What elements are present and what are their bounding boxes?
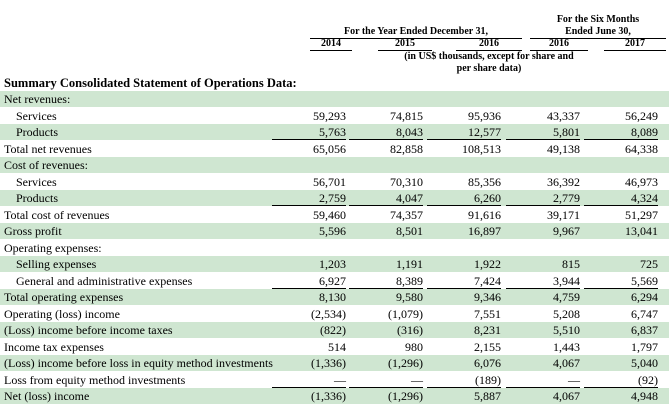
- units-note-line1: (in US$ thousands, except for share and: [404, 51, 574, 62]
- row-value: 5,040: [631, 356, 658, 370]
- section-title: Summary Consolidated Statement of Operations Data:: [4, 76, 297, 90]
- row-value: 5,801: [506, 124, 580, 140]
- table-row: [0, 207, 669, 223]
- row-value: 6,294: [631, 290, 658, 304]
- table-row: [0, 256, 669, 272]
- row-value: 7,551: [474, 306, 501, 321]
- row-value: 16,897: [468, 224, 501, 238]
- table-row: [0, 273, 669, 289]
- row-label: Cost of revenues:: [4, 158, 88, 172]
- row-value: 6,260: [427, 190, 501, 206]
- row-value: (1,296): [388, 356, 423, 370]
- row-value: 13,041: [625, 224, 658, 238]
- row-value: 2,759: [272, 190, 346, 206]
- row-label: Total net revenues: [4, 141, 92, 156]
- table-row: [0, 124, 669, 140]
- table-row: [0, 372, 669, 388]
- row-value: 46,973: [625, 174, 658, 189]
- table-row: [0, 91, 669, 107]
- row-value: 36,392: [547, 174, 580, 189]
- table-row: [0, 388, 669, 404]
- table-row: [0, 141, 669, 157]
- row-value: 43,337: [547, 108, 580, 123]
- row-value: 5,887: [474, 389, 501, 403]
- row-label: Total cost of revenues: [4, 207, 110, 222]
- row-label: Total operating expenses: [4, 290, 124, 304]
- row-value: 51,297: [625, 207, 658, 222]
- row-label: (Loss) income before income taxes: [4, 323, 173, 337]
- row-value: 108,513: [462, 141, 501, 156]
- row-value: (822): [320, 323, 346, 337]
- row-value: 2,155: [474, 339, 501, 354]
- row-label: General and administrative expenses: [16, 273, 193, 288]
- table-row: [0, 306, 669, 322]
- table-row: [0, 240, 669, 256]
- row-value: 4,324: [584, 190, 658, 206]
- row-value: 5,596: [319, 224, 346, 238]
- row-value: 980: [405, 339, 423, 354]
- row-value: (1,296): [388, 389, 423, 403]
- row-value: 1,443: [553, 339, 580, 354]
- year-header-2015: 2015: [378, 38, 432, 51]
- table-row: [0, 355, 669, 371]
- row-label: Operating expenses:: [4, 240, 102, 255]
- row-value: 8,089: [584, 124, 658, 140]
- row-value: 514: [328, 339, 346, 354]
- row-value: 8,501: [396, 224, 423, 238]
- row-value: 91,616: [468, 207, 501, 222]
- year-group-header: For the Year Ended December 31,: [310, 26, 522, 39]
- six-months-header-line2: Ended June 30,: [565, 26, 631, 37]
- row-value: 9,346: [474, 290, 501, 304]
- row-value: 56,701: [313, 174, 346, 189]
- row-label: Products: [16, 125, 58, 139]
- year-header-2016: 2016: [456, 38, 522, 51]
- row-value: 3,944: [506, 273, 580, 289]
- row-label: Net revenues:: [4, 92, 71, 106]
- row-value: 8,231: [474, 323, 501, 337]
- row-value: 39,171: [547, 207, 580, 222]
- row-value: 74,815: [390, 108, 423, 123]
- row-value: (1,079): [388, 306, 423, 321]
- row-value: 4,759: [553, 290, 580, 304]
- row-value: 4,948: [631, 389, 658, 403]
- row-value: 8,389: [349, 273, 423, 289]
- table-row: [0, 190, 669, 206]
- row-value: —: [349, 372, 423, 388]
- row-value: (92): [584, 372, 658, 388]
- row-value: 1,797: [631, 339, 658, 354]
- row-value: —: [272, 372, 346, 388]
- row-value: 1,922: [474, 257, 501, 271]
- row-value: 64,338: [625, 141, 658, 156]
- table-row: [0, 174, 669, 190]
- row-value: 6,747: [631, 306, 658, 321]
- row-value: 85,356: [468, 174, 501, 189]
- row-value: 5,763: [272, 124, 346, 140]
- row-value: 8,130: [319, 290, 346, 304]
- row-value: 5,569: [584, 273, 658, 289]
- row-value: 2,779: [506, 190, 580, 206]
- row-label: Net (loss) income: [4, 389, 90, 403]
- row-value: 4,067: [553, 356, 580, 370]
- table-row: [0, 108, 669, 124]
- row-value: 49,138: [547, 141, 580, 156]
- units-note-line2: per share data): [456, 63, 522, 74]
- row-value: 7,424: [427, 273, 501, 289]
- row-value: 9,580: [396, 290, 423, 304]
- six-months-header-line1: For the Six Months: [556, 14, 640, 25]
- row-value: 59,293: [313, 108, 346, 123]
- table-row: [0, 289, 669, 305]
- row-value: 4,047: [349, 190, 423, 206]
- row-value: 95,936: [468, 108, 501, 123]
- row-value: (316): [397, 323, 423, 337]
- row-value: 4,067: [553, 389, 580, 403]
- row-label: Loss from equity method investments: [4, 372, 186, 387]
- row-label: Selling expenses: [16, 257, 97, 271]
- row-value: —: [506, 372, 580, 388]
- row-value: 6,076: [474, 356, 501, 370]
- row-value: 56,249: [625, 108, 658, 123]
- row-value: 82,858: [390, 141, 423, 156]
- row-value: 65,056: [313, 141, 346, 156]
- row-value: 5,510: [553, 323, 580, 337]
- row-value: (1,336): [311, 389, 346, 403]
- six-months-header-2017: 2017: [604, 38, 666, 51]
- row-value: 70,310: [390, 174, 423, 189]
- row-label: Gross profit: [4, 224, 62, 238]
- row-value: (189): [427, 372, 501, 388]
- row-label: Services: [16, 174, 57, 189]
- row-value: 1,203: [319, 257, 346, 271]
- row-value: 12,577: [427, 124, 501, 140]
- row-value: 59,460: [313, 207, 346, 222]
- row-label: Services: [16, 108, 57, 123]
- year-header-2014: 2014: [310, 38, 352, 51]
- row-label: Income tax expenses: [4, 339, 104, 354]
- six-months-header-2016: 2016: [530, 38, 588, 51]
- row-value: 9,967: [553, 224, 580, 238]
- table-row: [0, 339, 669, 355]
- row-value: 5,208: [553, 306, 580, 321]
- row-value: (2,534): [311, 306, 346, 321]
- row-value: 1,191: [396, 257, 423, 271]
- row-label: (Loss) income before loss in equity method investments: [4, 356, 273, 370]
- row-label: Products: [16, 191, 58, 205]
- row-value: 74,357: [390, 207, 423, 222]
- row-value: 8,043: [349, 124, 423, 140]
- row-value: 725: [640, 257, 658, 271]
- table-row: [0, 157, 669, 173]
- row-label: Operating (loss) income: [4, 306, 120, 321]
- row-value: 815: [562, 257, 580, 271]
- table-row: [0, 322, 669, 338]
- row-value: 6,837: [631, 323, 658, 337]
- row-value: (1,336): [311, 356, 346, 370]
- table-row: [0, 223, 669, 239]
- row-value: 6,927: [272, 273, 346, 289]
